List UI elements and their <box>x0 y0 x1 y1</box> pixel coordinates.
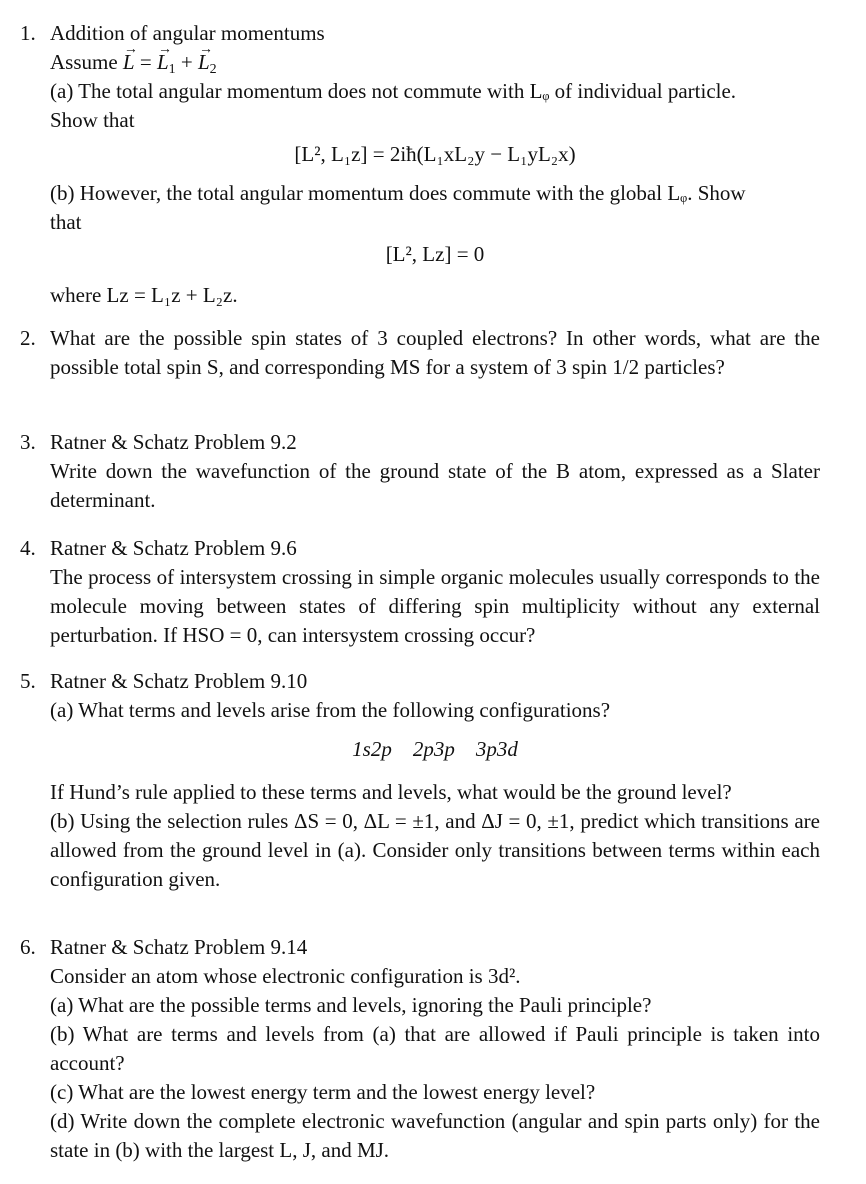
equation-commutator-lz: [L², Lz] = 0 <box>385 242 485 266</box>
part-d-text: (d) Write down the complete electronic wavefunction (angular and spin parts only) for the state in (b) with the largest L, J, and MJ. <box>50 1109 820 1162</box>
problem-title: Ratner & Schatz Problem 9.6 <box>50 536 297 560</box>
where-definition: where Lz = L₁z + L₂z. <box>50 283 238 307</box>
equation-commutator-l1z: [L², L₁z] = 2iħ(L₁xL₂y − L₁yL₂x) <box>294 142 576 166</box>
problem-title: Ratner & Schatz Problem 9.10 <box>50 669 308 693</box>
problem-number: 5. <box>20 669 36 693</box>
problem-title: Ratner & Schatz Problem 9.2 <box>50 430 297 454</box>
problem-5 <box>20 667 820 894</box>
problem-number: 6. <box>20 935 36 959</box>
part-b-text: (b) What are terms and levels from (a) that are allowed if Pauli principle is taken into account? <box>50 1022 820 1075</box>
configuration: 3p3d <box>475 737 518 761</box>
problem-text: Write down the wavefunction of the ground state of the B atom, expressed as a Slater determinant. <box>50 459 820 512</box>
problem-title: Addition of angular momentums <box>50 21 325 45</box>
problem-text: What are the possible spin states of 3 coupled electrons? In other words, what are the possible total spin S, and corresponding MS for a system of 3 spin 1/2 particles? <box>50 326 820 379</box>
part-b-text: (b) However, the total angular momentum does commute with the global Lᵩ. Show <box>50 181 746 205</box>
problem-4 <box>20 534 820 650</box>
problem-number: 2. <box>20 326 36 350</box>
part-b-text: (b) Using the selection rules ΔS = 0, ΔL = ±1, and ΔJ = 0, ±1, predict which transitions are allowed from the ground level in (a). Consider only transitions between terms within each configuration given. <box>50 809 820 891</box>
part-a-text: (a) What are the possible terms and levels, ignoring the Pauli principle? <box>50 993 652 1017</box>
configuration: 1s2p <box>352 737 392 761</box>
intro-text: Consider an atom whose electronic configuration is 3d². <box>50 964 521 988</box>
problem-number: 1. <box>20 21 36 45</box>
assume-label: Assume <box>50 50 118 74</box>
show-that-label: Show that <box>50 108 135 132</box>
problem-number: 3. <box>20 430 36 454</box>
hund-question: If Hund’s rule applied to these terms and levels, what would be the ground level? <box>50 780 732 804</box>
problem-text: The process of intersystem crossing in simple organic molecules usually corresponds to the molecule moving between states of differing spin multiplicity without any external perturbation. If HSO = 0, can intersystem crossing occur? <box>50 565 820 647</box>
problem-1 <box>20 19 820 310</box>
configuration: 2p3p <box>412 737 455 761</box>
assume-line: Assume → L = → $L_1$ + → $L_2$ <box>50 48 820 77</box>
problem-2 <box>20 324 820 382</box>
problem-title: Ratner & Schatz Problem 9.14 <box>50 935 308 959</box>
part-a-text: (a) What terms and levels arise from the following configurations? <box>50 698 611 722</box>
part-c-text: (c) What are the lowest energy term and the lowest energy level? <box>50 1080 596 1104</box>
problem-6 <box>20 933 820 1165</box>
configurations-list <box>20 735 820 764</box>
problem-number: 4. <box>20 536 36 560</box>
problem-3 <box>20 428 820 515</box>
part-b-text-cont: that <box>50 210 82 234</box>
part-a-text: (a) The total angular momentum does not commute with Lᵩ of individual particle. <box>50 79 737 103</box>
